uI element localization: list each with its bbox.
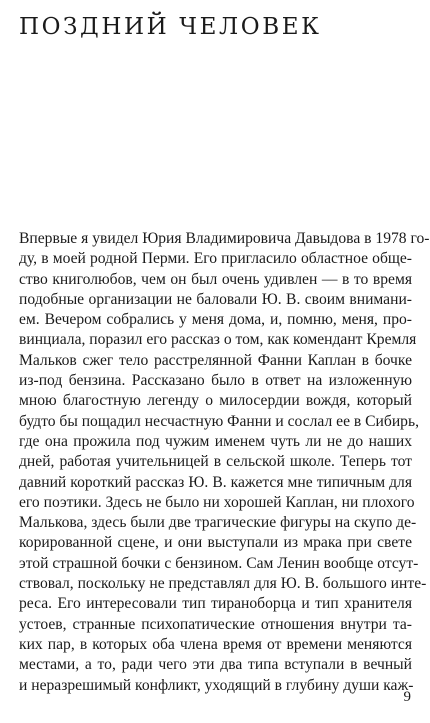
text-line: устоев, странные психопатические отношения внутри та-	[19, 615, 412, 633]
text-line: этой страшной бочки с бензином. Сам Ленин вообще отсут-	[19, 554, 419, 572]
text-line: корированной сцене, и они выступали из мрака при свете	[19, 534, 412, 552]
text-line: где она прожила под чужим именем чуть ли не до наших	[19, 432, 412, 450]
text-line: подобные организации не баловали Ю. В. своим внимани-	[19, 290, 412, 308]
text-line: и неразрешимый конфликт, уходящий в глубину души каж-	[19, 676, 414, 694]
chapter-title: ПОЗДНИЙ ЧЕЛОВЕК	[19, 14, 322, 40]
text-line: реса. Его интересовали тип тираноборца и тип хранителя	[19, 595, 412, 613]
text-line: Мальков сжег тело расстрелянной Фанни Каплан в бочке	[19, 351, 412, 369]
page-number: 9	[403, 689, 411, 705]
text-line: Малькова, здесь были две трагические фигуры на скупо де-	[19, 514, 417, 532]
text-line: Впервые я увидел Юрия Владимировича Давыдова в 1978 го-	[19, 230, 430, 247]
text-line: ем. Вечером собрались у меня дома, и, помню, меня, про-	[19, 311, 412, 329]
text-line: дней, работая учительницей в сельской школе. Теперь тот	[19, 453, 412, 471]
text-line: давний короткий рассказ Ю. В. кажется мне типичным для	[19, 473, 412, 491]
text-line: мною благостную легенду о милосердии вождя, который	[19, 392, 412, 410]
text-line: ких пар, в которых оба члена время от времени меняются	[19, 635, 412, 653]
text-line: его поэтики. Здесь не было ни хорошей Каплан, ни плохого	[19, 493, 415, 511]
text-line: местами, а то, ради чего эти два типа вступали в вечный	[19, 656, 412, 674]
text-line: ду, в моей родной Перми. Его пригласило областное обще-	[19, 250, 412, 268]
text-line: из-под бензина. Рассказано было в ответ на изложенную	[19, 372, 412, 390]
text-line: ствовал, поскольку не представлял для Ю. В. большого инте-	[19, 575, 427, 593]
text-line: будто бы пощадил несчастную Фанни и сослал ее в Сибирь,	[19, 412, 419, 430]
body-text	[19, 229, 430, 696]
text-line: винциала, поразил его рассказ о том, как комендант Кремля	[19, 331, 417, 349]
text-line: ство книголюбов, чем он был очень удивлен — в то время	[19, 270, 412, 288]
